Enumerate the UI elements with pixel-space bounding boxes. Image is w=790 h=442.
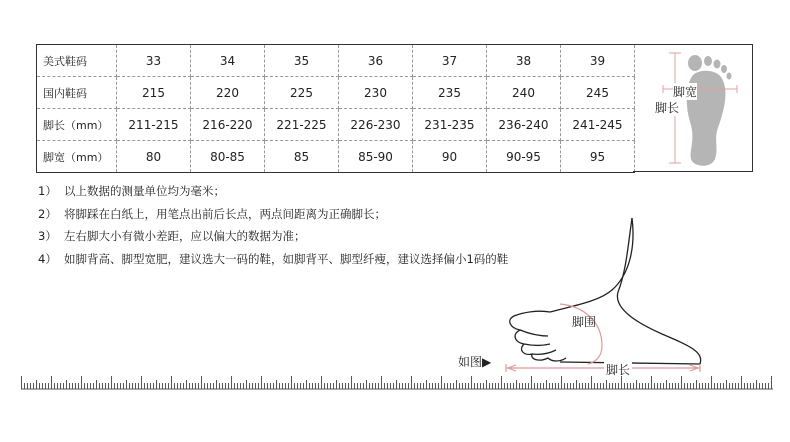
table-cell: 236-240	[487, 109, 561, 141]
row-header: 国内鞋码	[37, 77, 117, 109]
table-cell: 211-215	[117, 109, 191, 141]
girth-label: 脚围	[572, 315, 597, 329]
table-cell: 235	[413, 77, 487, 109]
table-cell: 245	[561, 77, 635, 109]
table-cell: 231-235	[413, 109, 487, 141]
note-number: 3）	[38, 229, 57, 243]
table-cell: 38	[487, 45, 561, 77]
table-cell: 216-220	[191, 109, 265, 141]
table-cell: 35	[265, 45, 339, 77]
table-cell: 85	[265, 141, 339, 173]
foot-width-label: 脚宽	[673, 85, 698, 99]
table-cell: 85-90	[339, 141, 413, 173]
note-number: 4）	[38, 251, 57, 266]
side-length-label: 脚长	[606, 363, 631, 377]
table-cell: 230	[339, 77, 413, 109]
table-cell: 34	[191, 45, 265, 77]
table-cell: 215	[117, 77, 191, 109]
table-cell: 36	[339, 45, 413, 77]
row-header: 美式鞋码	[37, 45, 117, 77]
row-header: 脚宽（mm）	[37, 141, 117, 173]
note-text: 如脚背高、脚型宽肥，建议选大一码的鞋，如脚背平、脚型纤瘦，建议选择偏小1码的鞋	[64, 251, 509, 266]
table-cell: 221-225	[265, 109, 339, 141]
note-number: 2）	[38, 206, 57, 221]
table-cell: 39	[561, 45, 635, 77]
table-cell: 80-85	[191, 141, 265, 173]
ruler-icon	[21, 376, 773, 390]
table-cell: 90	[413, 141, 487, 173]
table-cell: 95	[561, 141, 635, 173]
table-cell: 90-95	[487, 141, 561, 173]
table-cell: 241-245	[561, 109, 635, 141]
table-cell: 225	[265, 77, 339, 109]
row-header: 脚长（mm）	[37, 109, 117, 141]
foot-length-label: 脚长	[655, 101, 680, 115]
table-cell: 33	[117, 45, 191, 77]
see-figure-label: 如图▶	[458, 355, 492, 369]
note-text: 左右脚大小有微小差距，应以偏大的数据为准；	[64, 229, 306, 243]
table-cell: 240	[487, 77, 561, 109]
note-text: 将脚踩在白纸上，用笔点出前后长点，两点间距离为正确脚长；	[64, 206, 386, 221]
table-cell: 220	[191, 77, 265, 109]
table-cell: 80	[117, 141, 191, 173]
note-text: 以上数据的测量单位均为毫米；	[64, 184, 225, 198]
note-number: 1）	[38, 184, 57, 198]
length-line-icon	[506, 364, 700, 372]
foot-outline-icon	[510, 218, 701, 364]
table-cell: 37	[413, 45, 487, 77]
table-cell: 226-230	[339, 109, 413, 141]
